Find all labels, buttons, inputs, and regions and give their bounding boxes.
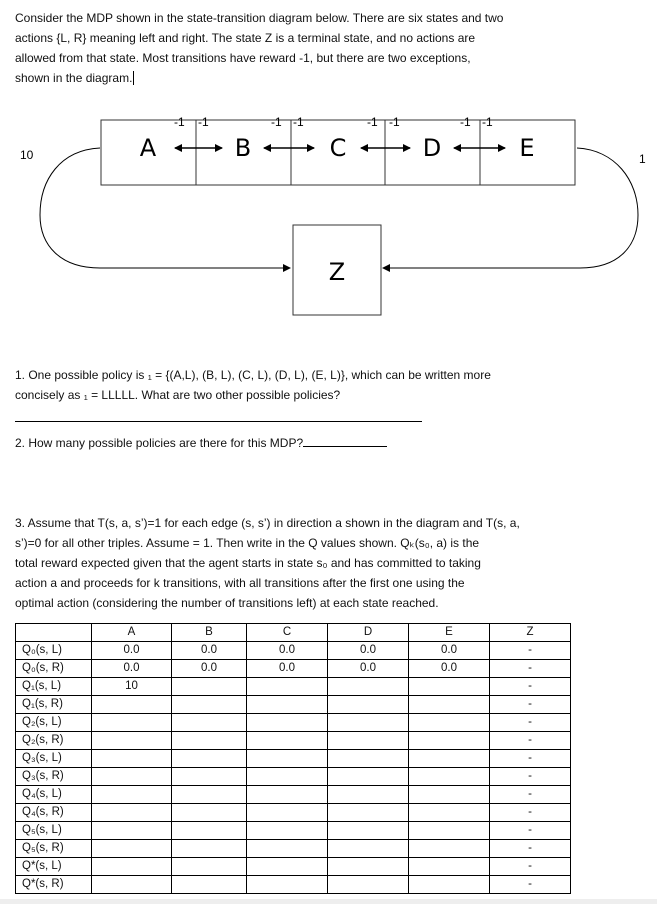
column-header: D bbox=[328, 624, 409, 642]
q-value-cell[interactable] bbox=[247, 750, 328, 768]
intro-line-4-text: shown in the diagram. bbox=[15, 71, 133, 85]
q-value-cell[interactable] bbox=[92, 714, 172, 732]
q-value-cell[interactable] bbox=[247, 876, 328, 894]
table-row bbox=[16, 876, 571, 894]
intro-line-3: allowed from that state. Most transitions have reward -1, but there are two exceptions, bbox=[15, 51, 471, 65]
row-label: Q₀(s, L) bbox=[16, 642, 92, 660]
q-value-cell[interactable] bbox=[247, 786, 328, 804]
left-exit-arrow bbox=[40, 148, 290, 268]
column-header: A bbox=[92, 624, 172, 642]
q-value-cell: - bbox=[490, 732, 571, 750]
question-3-line-3: total reward expected given that the agent starts in state s₀ and has committed to taking bbox=[15, 556, 481, 570]
q-value-cell[interactable] bbox=[328, 732, 409, 750]
question-2-answer-line[interactable] bbox=[303, 446, 387, 447]
q-value-cell: - bbox=[490, 696, 571, 714]
state-e: E bbox=[519, 134, 535, 162]
state-d: D bbox=[422, 134, 442, 162]
column-header: E bbox=[409, 624, 490, 642]
q-value-cell[interactable] bbox=[328, 822, 409, 840]
q-value-cell[interactable]: 0.0 bbox=[172, 642, 247, 660]
q-value-cell[interactable] bbox=[172, 696, 247, 714]
table-row bbox=[16, 822, 571, 840]
row-label: Q₀(s, R) bbox=[16, 660, 92, 678]
row-label: Q₄(s, R) bbox=[16, 804, 92, 822]
q-value-cell[interactable] bbox=[409, 840, 490, 858]
q-value-cell[interactable] bbox=[409, 876, 490, 894]
q-value-cell[interactable] bbox=[328, 768, 409, 786]
question-1-line-1: 1. One possible policy is ₁ = {(A,L), (B, L), (C, L), (D, L), (E, L)}, which can be written more bbox=[15, 368, 491, 382]
q-value-cell[interactable] bbox=[328, 858, 409, 876]
q-value-cell[interactable] bbox=[247, 732, 328, 750]
q-value-cell[interactable] bbox=[172, 858, 247, 876]
table-row bbox=[16, 696, 571, 714]
q-value-cell[interactable]: 0.0 bbox=[328, 660, 409, 678]
state-b: B bbox=[234, 134, 252, 162]
q-value-cell[interactable] bbox=[172, 714, 247, 732]
state-z: Z bbox=[328, 258, 346, 286]
q-value-cell[interactable] bbox=[92, 822, 172, 840]
q-value-cell: - bbox=[490, 768, 571, 786]
question-1-answer-line[interactable] bbox=[15, 421, 422, 422]
q-value-cell[interactable] bbox=[92, 876, 172, 894]
table-row bbox=[16, 732, 571, 750]
question-2 bbox=[15, 433, 387, 453]
question-3-line-4: action a and proceeds for k transitions, with all transitions after the first one using the bbox=[15, 576, 465, 590]
q-value-cell: - bbox=[490, 822, 571, 840]
reward-label: -1 bbox=[460, 115, 471, 129]
q-value-cell[interactable] bbox=[409, 786, 490, 804]
q-value-cell[interactable] bbox=[328, 786, 409, 804]
q-value-cell[interactable] bbox=[328, 804, 409, 822]
row-label: Q₃(s, L) bbox=[16, 750, 92, 768]
q-value-cell[interactable] bbox=[92, 786, 172, 804]
intro-line-1: Consider the MDP shown in the state-transition diagram below. There are six states and two bbox=[15, 11, 504, 25]
q-value-cell[interactable]: 0.0 bbox=[247, 642, 328, 660]
row-label: Q₅(s, R) bbox=[16, 840, 92, 858]
reward-label: -1 bbox=[174, 115, 185, 129]
reward-label: -1 bbox=[482, 115, 493, 129]
q-value-cell[interactable] bbox=[409, 768, 490, 786]
q-value-cell[interactable] bbox=[328, 840, 409, 858]
state-c: C bbox=[329, 134, 347, 162]
row-label: Q₄(s, L) bbox=[16, 786, 92, 804]
intro-line-2: actions {L, R} meaning left and right. The state Z is a terminal state, and no actions are bbox=[15, 31, 476, 45]
state-a: A bbox=[139, 134, 157, 162]
table-row bbox=[16, 660, 571, 678]
q-value-cell[interactable] bbox=[92, 840, 172, 858]
table-row bbox=[16, 858, 571, 876]
q-value-table bbox=[15, 623, 571, 894]
q-value-cell[interactable]: 0.0 bbox=[328, 642, 409, 660]
q-value-cell: - bbox=[490, 642, 571, 660]
q-value-cell: - bbox=[490, 786, 571, 804]
question-3-line-1: 3. Assume that T(s, a, s’)=1 for each edge (s, s’) in direction a shown in the diagram and T(s, a, bbox=[15, 516, 520, 530]
q-value-cell[interactable] bbox=[247, 696, 328, 714]
question-2-text: 2. How many possible policies are there for this MDP? bbox=[15, 436, 304, 450]
q-value-cell[interactable] bbox=[409, 732, 490, 750]
right-exit-reward: 1 bbox=[639, 152, 646, 166]
column-header: B bbox=[172, 624, 247, 642]
table-row bbox=[16, 642, 571, 660]
page-bottom-edge bbox=[0, 899, 657, 904]
reward-label: -1 bbox=[389, 115, 400, 129]
q-value-cell[interactable] bbox=[409, 678, 490, 696]
reward-label: -1 bbox=[367, 115, 378, 129]
state-transition-diagram bbox=[0, 0, 657, 330]
q-value-cell[interactable] bbox=[409, 804, 490, 822]
question-3-line-5: optimal action (considering the number of transitions left) at each state reached. bbox=[15, 596, 439, 610]
q-value-cell[interactable] bbox=[247, 840, 328, 858]
q-value-cell[interactable] bbox=[328, 714, 409, 732]
table-row bbox=[16, 786, 571, 804]
q-value-cell[interactable] bbox=[172, 876, 247, 894]
q-value-cell[interactable] bbox=[92, 804, 172, 822]
q-value-cell[interactable]: 0.0 bbox=[247, 660, 328, 678]
q-value-cell[interactable]: 0.0 bbox=[92, 642, 172, 660]
q-value-cell[interactable]: 0.0 bbox=[92, 660, 172, 678]
right-exit-arrow bbox=[383, 148, 638, 268]
q-value-cell[interactable] bbox=[409, 696, 490, 714]
q-value-cell[interactable] bbox=[247, 804, 328, 822]
reward-label: -1 bbox=[293, 115, 304, 129]
q-value-cell[interactable]: 10 bbox=[92, 678, 172, 696]
q-value-cell: - bbox=[490, 804, 571, 822]
q-value-cell: - bbox=[490, 714, 571, 732]
q-value-cell[interactable] bbox=[328, 678, 409, 696]
q-value-cell[interactable] bbox=[92, 732, 172, 750]
column-header: Z bbox=[490, 624, 571, 642]
q-value-cell[interactable] bbox=[247, 858, 328, 876]
row-label: Q*(s, L) bbox=[16, 858, 92, 876]
q-value-cell[interactable] bbox=[172, 840, 247, 858]
q-value-cell[interactable] bbox=[172, 768, 247, 786]
table-row bbox=[16, 840, 571, 858]
q-value-cell[interactable] bbox=[247, 678, 328, 696]
q-value-cell[interactable] bbox=[92, 858, 172, 876]
q-value-cell[interactable] bbox=[247, 714, 328, 732]
q-value-cell[interactable] bbox=[172, 786, 247, 804]
table-header-row bbox=[16, 624, 571, 642]
q-value-cell[interactable] bbox=[328, 876, 409, 894]
left-exit-reward: 10 bbox=[20, 148, 34, 162]
q-value-cell[interactable] bbox=[409, 858, 490, 876]
q-value-cell[interactable] bbox=[409, 750, 490, 768]
q-value-cell[interactable] bbox=[247, 822, 328, 840]
q-value-cell: - bbox=[490, 660, 571, 678]
q-value-cell: - bbox=[490, 840, 571, 858]
q-value-cell: - bbox=[490, 678, 571, 696]
q-value-cell[interactable]: 0.0 bbox=[172, 660, 247, 678]
column-header bbox=[16, 624, 92, 642]
q-value-cell[interactable] bbox=[172, 732, 247, 750]
q-value-cell[interactable] bbox=[409, 822, 490, 840]
q-value-cell: - bbox=[490, 858, 571, 876]
q-value-cell: - bbox=[490, 876, 571, 894]
table-row bbox=[16, 678, 571, 696]
row-label: Q*(s, R) bbox=[16, 876, 92, 894]
row-label: Q₂(s, R) bbox=[16, 732, 92, 750]
q-value-cell[interactable] bbox=[328, 750, 409, 768]
q-value-cell[interactable] bbox=[247, 768, 328, 786]
reward-label: -1 bbox=[198, 115, 209, 129]
q-value-cell[interactable]: 0.0 bbox=[409, 660, 490, 678]
question-3-line-2: s’)=0 for all other triples. Assume = 1. Then write in the Q values shown. Qₖ(s₀, a) is the bbox=[15, 536, 480, 550]
q-value-cell[interactable] bbox=[409, 714, 490, 732]
q-value-cell[interactable] bbox=[172, 822, 247, 840]
q-value-cell: - bbox=[490, 750, 571, 768]
q-value-cell[interactable] bbox=[172, 804, 247, 822]
q-value-cell[interactable]: 0.0 bbox=[409, 642, 490, 660]
q-value-cell[interactable] bbox=[92, 696, 172, 714]
q-value-cell[interactable] bbox=[92, 768, 172, 786]
row-label: Q₅(s, L) bbox=[16, 822, 92, 840]
table-row bbox=[16, 714, 571, 732]
q-value-cell[interactable] bbox=[172, 750, 247, 768]
reward-label: -1 bbox=[271, 115, 282, 129]
table-row bbox=[16, 768, 571, 786]
row-label: Q₁(s, L) bbox=[16, 678, 92, 696]
table-row bbox=[16, 750, 571, 768]
question-1-line-2: concisely as ₁ = LLLLL. What are two other possible policies? bbox=[15, 388, 341, 402]
q-value-cell[interactable] bbox=[92, 750, 172, 768]
row-label: Q₃(s, R) bbox=[16, 768, 92, 786]
column-header: C bbox=[247, 624, 328, 642]
row-label: Q₁(s, R) bbox=[16, 696, 92, 714]
row-label: Q₂(s, L) bbox=[16, 714, 92, 732]
table-row bbox=[16, 804, 571, 822]
q-value-cell[interactable] bbox=[172, 678, 247, 696]
q-value-cell[interactable] bbox=[328, 696, 409, 714]
